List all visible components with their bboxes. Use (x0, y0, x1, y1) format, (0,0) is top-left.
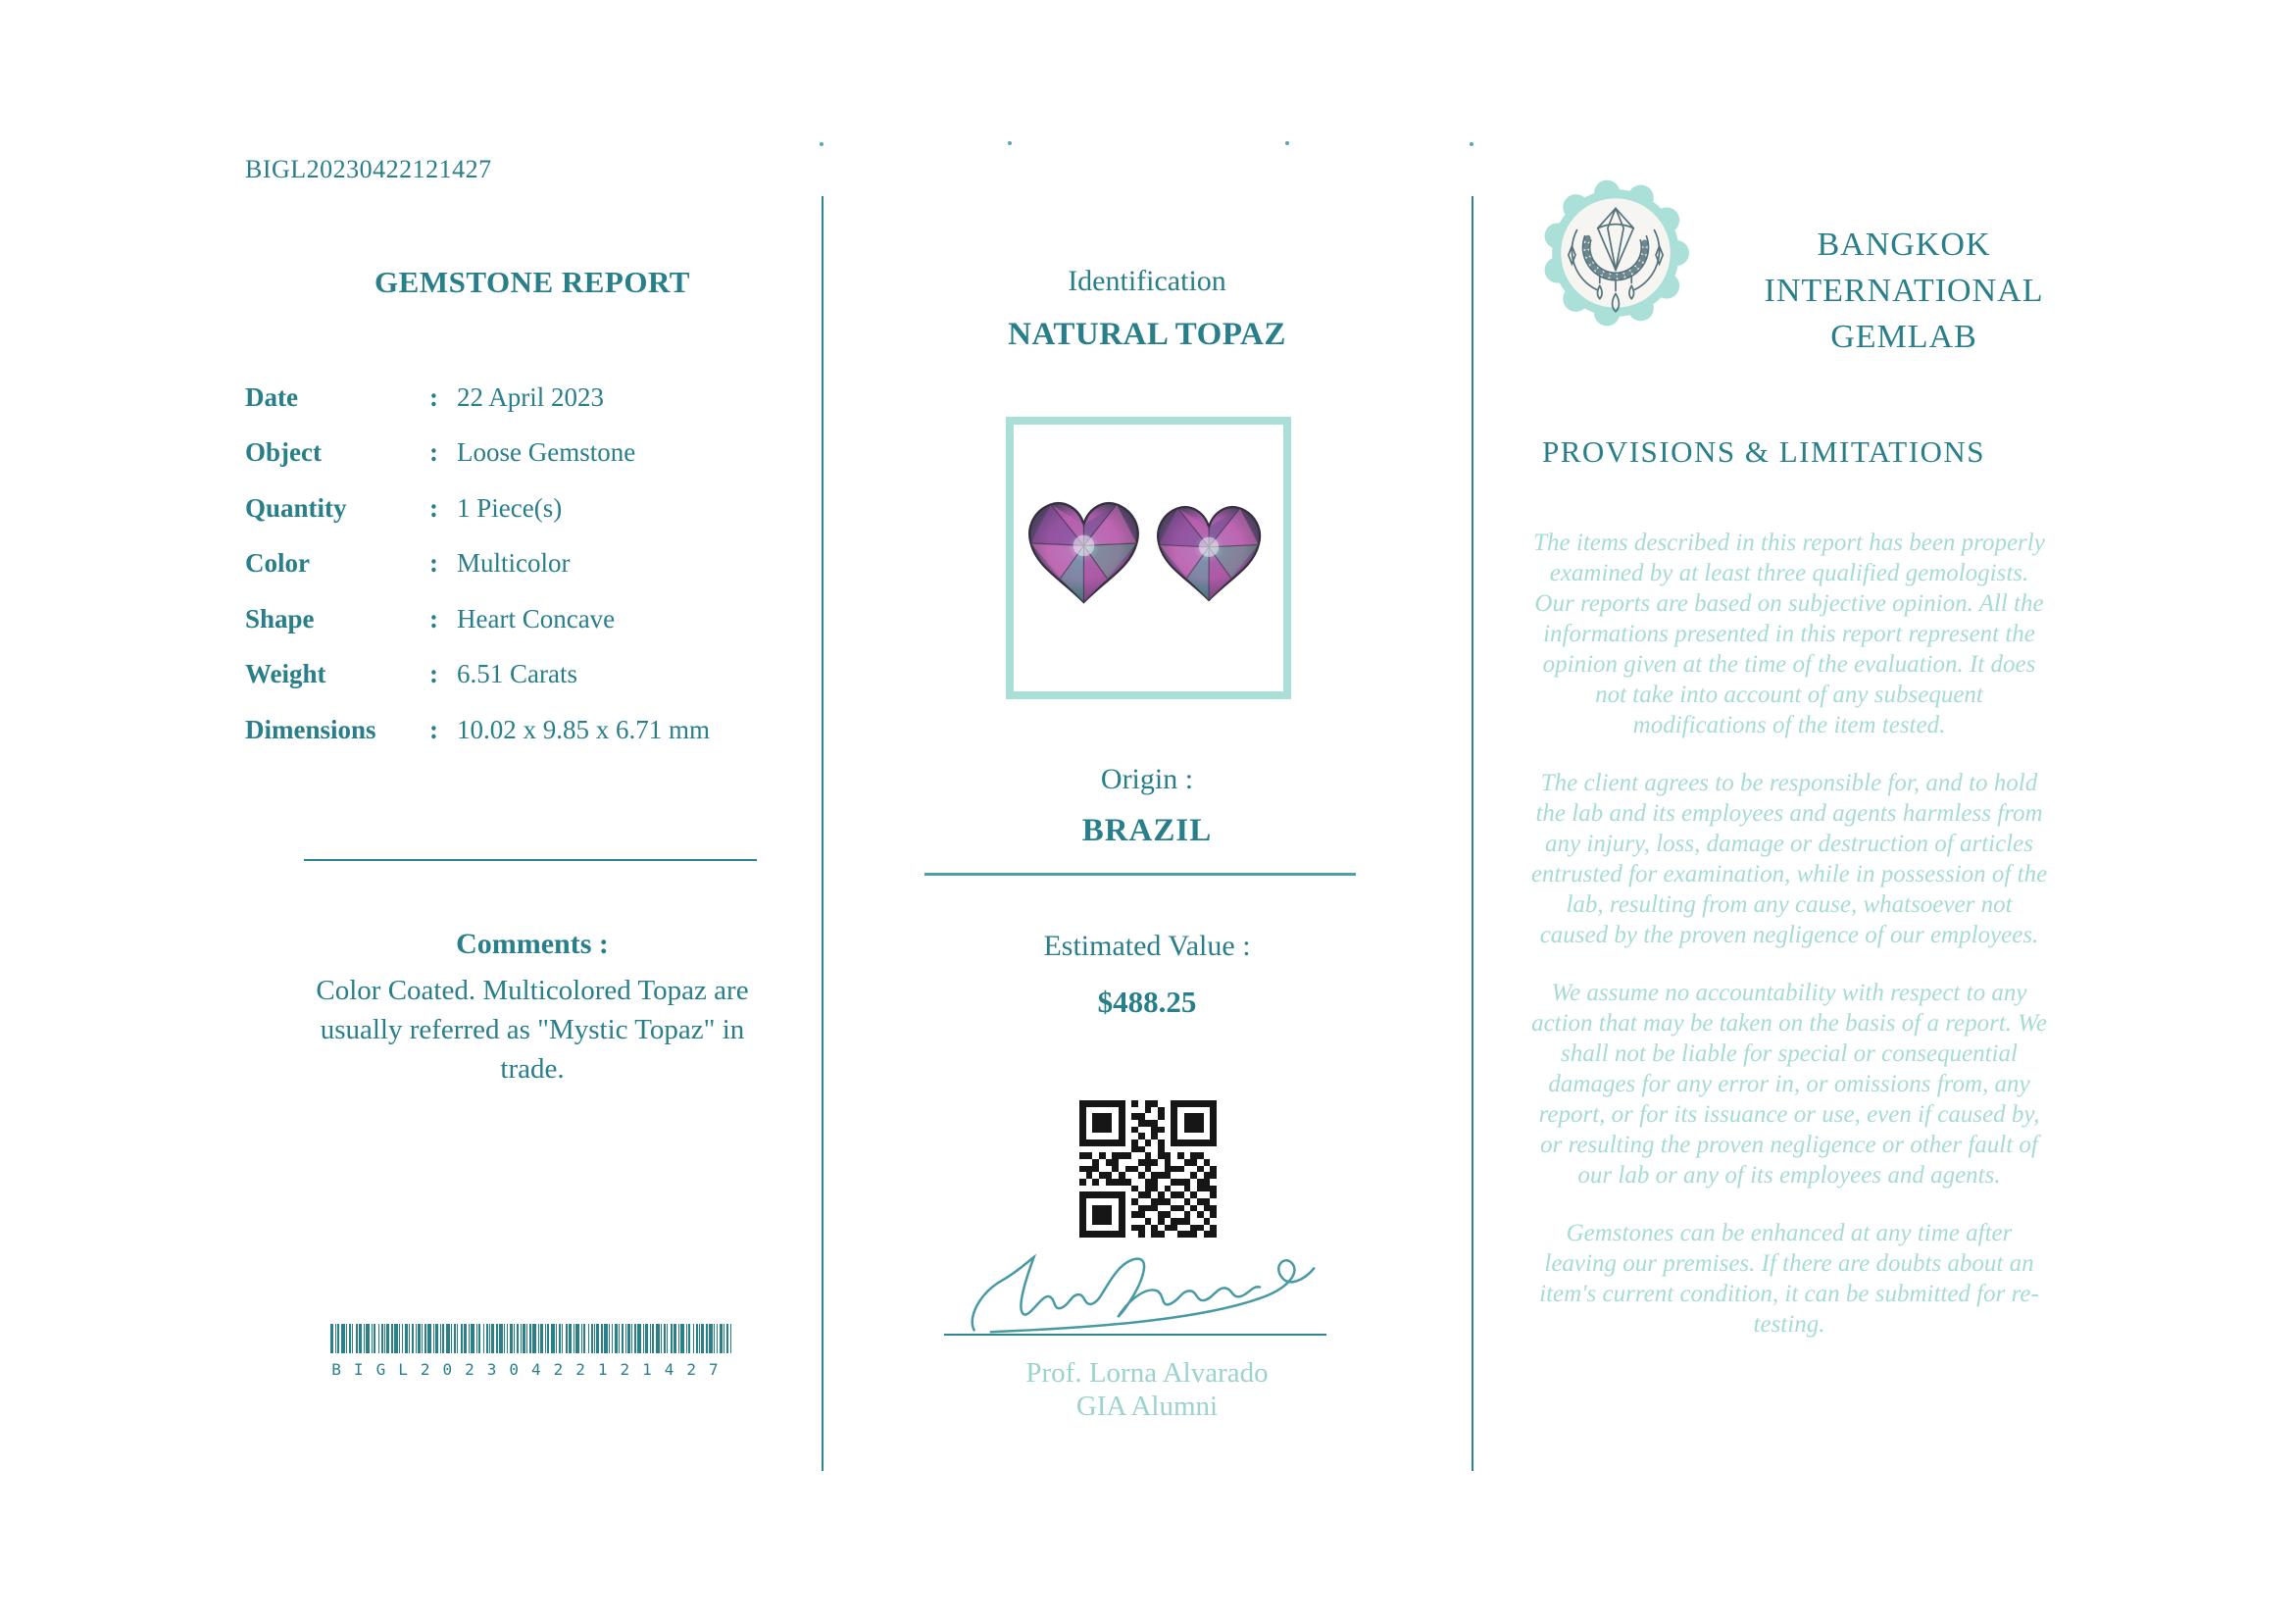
field-colon: : (429, 604, 438, 633)
signature-line (944, 1334, 1326, 1336)
lab-name-line: INTERNATIONAL (1764, 273, 2044, 309)
field-label: Object (245, 437, 322, 467)
origin-label: Origin : (1100, 763, 1194, 795)
field-colon: : (429, 382, 438, 412)
gemstone-photo-frame (1006, 417, 1291, 699)
signature-icon (954, 1239, 1331, 1337)
provisions-paragraph: We assume no accountability with respect to any action that may be taken on the basis of a report. We shall not be liable for special or consequential damages for any error in, or omissions from, any report, or for its issuance or use, even if caused by, or resulting the proven negligence or other fault of our lab or any of its employees and agents. (1531, 980, 2047, 1189)
field-colon: : (429, 493, 438, 523)
estimated-value: $488.25 (1097, 985, 1197, 1019)
column-divider-right (1472, 196, 1473, 1471)
field-colon: : (429, 659, 438, 688)
fold-mark-dot (1285, 141, 1289, 145)
mid-section-divider (924, 873, 1356, 876)
fold-mark-dot (1008, 141, 1012, 145)
field-row-weight (245, 659, 774, 688)
field-label: Dimensions (245, 715, 376, 744)
field-label: Color (245, 548, 310, 578)
field-value: Loose Gemstone (457, 437, 636, 467)
provisions-text (1529, 528, 2049, 1367)
barcode-label: BIGL20230422121427 (331, 1360, 731, 1379)
lab-name (1708, 222, 2100, 360)
signatory-credential: GIA Alumni (1075, 1391, 1219, 1422)
lab-name-line: BANGKOK (1817, 227, 1991, 263)
comments-text-line: usually referred as "Mystic Topaz" in (320, 1014, 745, 1045)
comments-text-line: trade. (500, 1053, 565, 1085)
provisions-title: PROVISIONS & LIMITATIONS (1542, 434, 1986, 469)
field-value: Heart Concave (457, 604, 616, 633)
signatory-name: Prof. Lorna Alvarado (1025, 1357, 1269, 1389)
field-value: 10.02 x 9.85 x 6.71 mm (457, 715, 711, 744)
field-row-quantity (245, 493, 774, 523)
report-number: BIGL20230422121427 (245, 155, 492, 183)
field-row-dimensions (245, 715, 774, 744)
field-value: Multicolor (457, 548, 571, 578)
field-colon: : (429, 715, 438, 744)
lab-logo-icon (1541, 178, 1690, 328)
field-row-shape (245, 604, 774, 633)
field-label: Date (245, 382, 298, 412)
left-section-divider (304, 859, 757, 861)
field-colon: : (429, 548, 438, 578)
comments-text-line: Color Coated. Multicolored Topaz are (316, 975, 749, 1006)
barcode-bars (330, 1324, 732, 1353)
lab-name-line: GEMLAB (1830, 319, 1977, 355)
identification-label: Identification (1068, 265, 1226, 297)
estimated-value-label: Estimated Value : (1043, 930, 1251, 962)
field-value: 22 April 2023 (457, 382, 605, 412)
field-value: 6.51 Carats (457, 659, 577, 688)
provisions-paragraph: Gemstones can be enhanced at any time after leaving our premises. If there are doubts about an item's current condition, it can be submitted for re-testing. (1539, 1220, 2039, 1338)
comments-heading: Comments : (456, 928, 609, 960)
report-title: GEMSTONE REPORT (374, 265, 690, 299)
field-value: 1 Piece(s) (457, 493, 563, 523)
field-label: Shape (245, 604, 315, 633)
gemstone-pair-image (1021, 495, 1277, 613)
field-colon: : (429, 437, 438, 467)
column-divider-left (822, 196, 824, 1471)
fold-mark-dot (820, 142, 824, 146)
field-label: Quantity (245, 493, 347, 523)
field-row-object (245, 437, 774, 467)
provisions-paragraph: The client agrees to be responsible for, and to hold the lab and its employees and agents harmless from any injury, loss, damage or destruction of articles entrusted for examination, while in possession of the lab, resulting from any cause, whatsoever not caused by the proven negligence of our employees. (1530, 770, 2048, 948)
field-label: Weight (245, 659, 326, 688)
field-row-date (245, 382, 774, 412)
origin-value: BRAZIL (1081, 813, 1213, 848)
field-row-color (245, 548, 774, 578)
barcode (330, 1324, 732, 1379)
provisions-paragraph: The items described in this report has been properly examined by at least three qualified gemologists. Our reports are based on subjective opinion. All the informations presented in this report represent the opinion given at the time of the evaluation. It does not take into account of any subsequent modifications of the item tested. (1533, 530, 2045, 738)
qr-code-icon (1079, 1100, 1217, 1238)
fold-mark-dot (1470, 142, 1473, 146)
identification-value: NATURAL TOPAZ (1008, 317, 1286, 352)
